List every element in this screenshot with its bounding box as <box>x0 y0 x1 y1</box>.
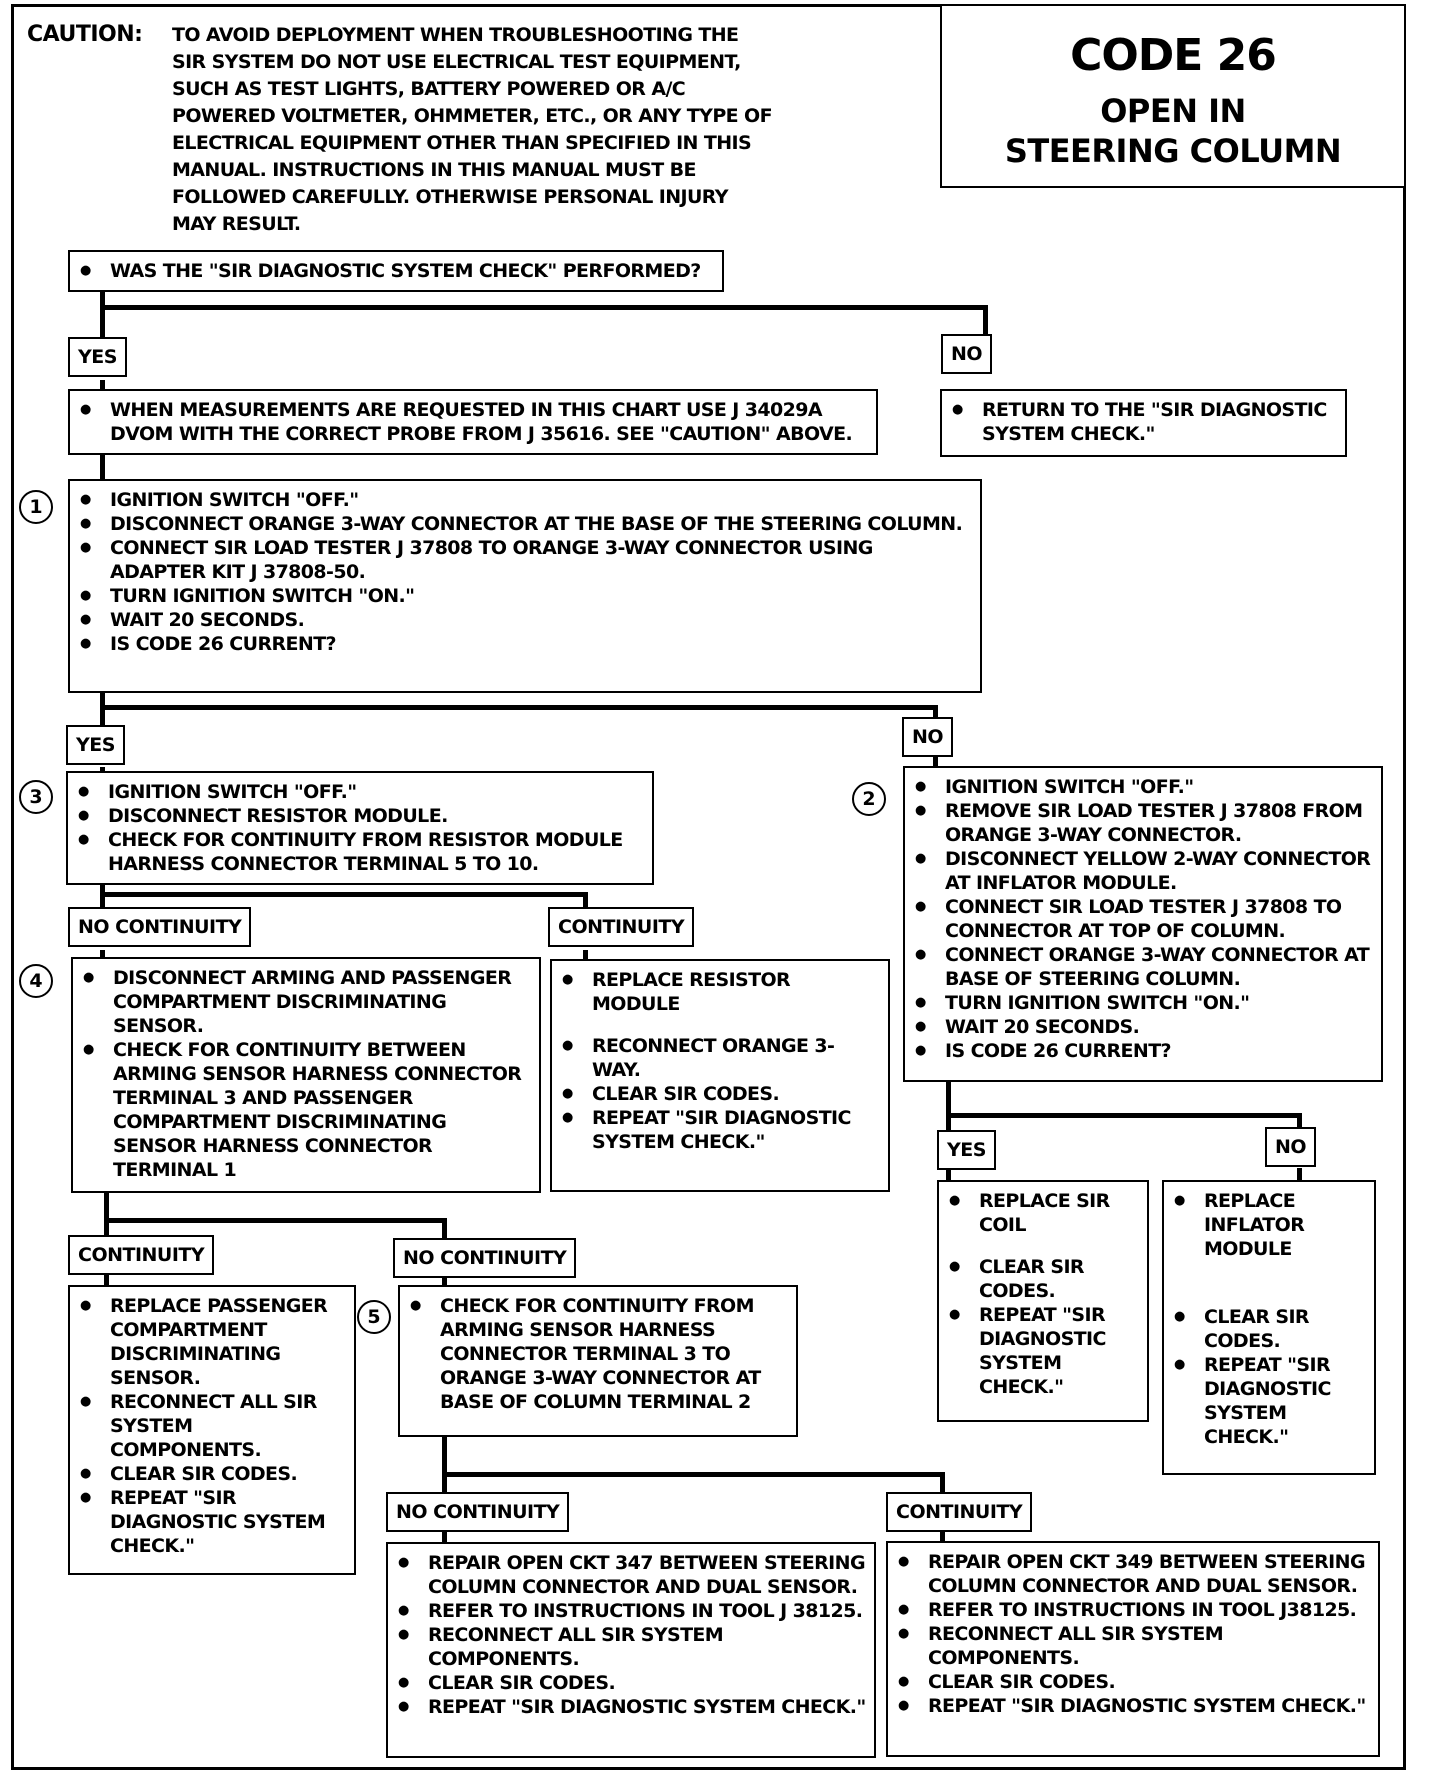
step-item: ● DISCONNECT RESISTOR MODULE. <box>78 804 644 828</box>
step-item: ● IGNITION SWITCH "OFF." <box>915 775 1373 799</box>
step-item: ● CLEAR SIR CODES. <box>1174 1305 1366 1353</box>
subtitle <box>942 91 1404 171</box>
step-item: ● REPAIR OPEN CKT 347 BETWEEN STEERING COLUMN CONNECTOR AND DUAL SENSOR. <box>398 1551 866 1599</box>
step-number-5: 5 <box>357 1300 391 1334</box>
step-item: ● DISCONNECT ARMING AND PASSENGER COMPARTMENT DISCRIMINATING SENSOR. <box>83 966 531 1038</box>
connector-line <box>940 1472 945 1492</box>
connector-line <box>104 1193 109 1235</box>
step-item: ● CHECK FOR CONTINUITY BETWEEN ARMING SENSOR HARNESS CONNECTOR TERMINAL 3 AND PASSENGER COMPARTMENT DISCRIMINATING SENSOR HARNESS CONNECTOR TERMINAL 1 <box>83 1038 531 1182</box>
step-item: ● TURN IGNITION SWITCH "ON." <box>915 991 1373 1015</box>
step-item: ● CONNECT SIR LOAD TESTER J 37808 TO CONNECTOR AT TOP OF COLUMN. <box>915 895 1373 943</box>
step-item: ● REPLACE PASSENGER COMPARTMENT DISCRIMINATING SENSOR. <box>80 1294 346 1390</box>
replace-resistor-box <box>550 959 890 1192</box>
subtitle-line-2: STEERING COLUMN <box>1004 132 1342 170</box>
replace-inflator-box <box>1162 1180 1376 1475</box>
no-label: NO <box>1265 1127 1316 1167</box>
title-box <box>940 4 1406 188</box>
yes-label: YES <box>66 725 125 765</box>
replace-coil-box <box>937 1180 1149 1422</box>
step-item: ● REPLACE RESISTOR MODULE <box>562 968 880 1016</box>
step-item: ● TURN IGNITION SWITCH "ON." <box>80 584 972 608</box>
step-4-box <box>71 957 541 1193</box>
step-item: ● IS CODE 26 CURRENT? <box>80 632 972 656</box>
step-item: ● CLEAR SIR CODES. <box>80 1462 346 1486</box>
connector-line <box>100 693 105 728</box>
continuity-label: CONTINUITY <box>68 1235 214 1275</box>
connector-line <box>104 1218 447 1223</box>
step-number-2: 2 <box>852 782 886 816</box>
connector-line <box>442 1218 447 1238</box>
step-5-box <box>398 1285 798 1437</box>
step-item: ● IGNITION SWITCH "OFF." <box>78 780 644 804</box>
connector-line <box>442 1437 447 1492</box>
step-item: ● RECONNECT ALL SIR SYSTEM COMPONENTS. <box>80 1390 346 1462</box>
step-item: ● REMOVE SIR LOAD TESTER J 37808 FROM ORANGE 3-WAY CONNECTOR. <box>915 799 1373 847</box>
step-number-3: 3 <box>19 780 53 814</box>
step-item: ● CLEAR SIR CODES. <box>949 1255 1139 1303</box>
step-item: ● REPLACE SIR COIL <box>949 1189 1139 1237</box>
step-item: ● REPEAT "SIR DIAGNOSTIC SYSTEM CHECK." <box>562 1106 880 1154</box>
step-item: ● WAS THE "SIR DIAGNOSTIC SYSTEM CHECK" PERFORMED? <box>80 259 714 283</box>
step-item: ● RETURN TO THE "SIR DIAGNOSTIC SYSTEM CHECK." <box>952 398 1337 446</box>
no-label: NO <box>902 717 953 757</box>
step-item: ● CONNECT SIR LOAD TESTER J 37808 TO ORANGE 3-WAY CONNECTOR USING ADAPTER KIT J 37808-50. <box>80 536 972 584</box>
connector-line <box>100 705 938 710</box>
step-item: ● REPEAT "SIR DIAGNOSTIC SYSTEM CHECK." <box>398 1695 866 1719</box>
step-item: ● WHEN MEASUREMENTS ARE REQUESTED IN THIS CHART USE J 34029A DVOM WITH THE CORRECT PROBE FROM J 35616. SEE "CAUTION" ABOVE. <box>80 398 868 446</box>
step-item: ● IS CODE 26 CURRENT? <box>915 1039 1373 1063</box>
connector-line <box>100 305 988 310</box>
step-item: ● CLEAR SIR CODES. <box>898 1670 1370 1694</box>
step-item: ● REPEAT "SIR DIAGNOSTIC SYSTEM CHECK." <box>1174 1353 1366 1449</box>
step-item: ● CLEAR SIR CODES. <box>562 1082 880 1106</box>
connector-line <box>442 1472 945 1477</box>
return-check-box <box>940 389 1347 457</box>
connector-line <box>946 1082 951 1130</box>
step-item: ● RECONNECT ALL SIR SYSTEM COMPONENTS. <box>898 1622 1370 1670</box>
start-question-box <box>68 250 724 292</box>
connector-line <box>100 455 105 482</box>
step-item: ● IGNITION SWITCH "OFF." <box>80 488 972 512</box>
repair-ckt-347-box <box>386 1542 876 1758</box>
step-item: ● REPLACE INFLATOR MODULE <box>1174 1189 1366 1261</box>
step-number-4: 4 <box>19 964 53 998</box>
step-item: ● CONNECT ORANGE 3-WAY CONNECTOR AT BASE OF STEERING COLUMN. <box>915 943 1373 991</box>
step-item: ● WAIT 20 SECONDS. <box>915 1015 1373 1039</box>
step-item: ● REPEAT "SIR DIAGNOSTIC SYSTEM CHECK." <box>898 1694 1370 1718</box>
no-continuity-label: NO CONTINUITY <box>393 1238 576 1278</box>
replace-passenger-sensor-box <box>68 1285 356 1575</box>
yes-label: YES <box>68 337 127 377</box>
step-item: ● DISCONNECT ORANGE 3-WAY CONNECTOR AT THE BASE OF THE STEERING COLUMN. <box>80 512 972 536</box>
step-item: ● CHECK FOR CONTINUITY FROM ARMING SENSOR HARNESS CONNECTOR TERMINAL 3 TO ORANGE 3-WAY CONNECTOR AT BASE OF COLUMN TERMINAL 2 <box>410 1294 788 1414</box>
continuity-label: CONTINUITY <box>886 1492 1032 1532</box>
step-number-1: 1 <box>19 490 53 524</box>
step-item: ● REFER TO INSTRUCTIONS IN TOOL J38125. <box>898 1598 1370 1622</box>
continuity-label: CONTINUITY <box>548 907 694 947</box>
step-item: ● CHECK FOR CONTINUITY FROM RESISTOR MODULE HARNESS CONNECTOR TERMINAL 5 TO 10. <box>78 828 644 876</box>
yes-label: YES <box>937 1130 996 1170</box>
step-item: ● RECONNECT ALL SIR SYSTEM COMPONENTS. <box>398 1623 866 1671</box>
connector-line <box>946 1113 1302 1118</box>
no-continuity-label: NO CONTINUITY <box>68 907 251 947</box>
caution-text: TO AVOID DEPLOYMENT WHEN TROUBLESHOOTING THE SIR SYSTEM DO NOT USE ELECTRICAL TEST EQUIPMENT, SUCH AS TEST LIGHTS, BATTERY POWERED OR A/C POWERED VOLTMETER, OHMMETER, ETC., OR ANY TYPE OF ELECTRICAL EQUIPMENT OTHER THAN SPECIFIED IN THIS MANUAL. INSTRUCTIONS IN THIS MANUAL MUST BE FOLLOWED CAREFULLY. OTHERWISE PERSONAL INJURY MAY RESULT. <box>172 24 772 235</box>
measurement-note-box <box>68 389 878 455</box>
step-item: ● DISCONNECT YELLOW 2-WAY CONNECTOR AT INFLATOR MODULE. <box>915 847 1373 895</box>
step-item: ● REFER TO INSTRUCTIONS IN TOOL J 38125. <box>398 1599 866 1623</box>
step-item: ● WAIT 20 SECONDS. <box>80 608 972 632</box>
step-1-box <box>68 479 982 693</box>
step-2-box <box>903 766 1383 1082</box>
no-label: NO <box>941 334 992 374</box>
code-title: CODE 26 <box>1070 30 1276 81</box>
caution-label: CAUTION: <box>27 22 143 47</box>
step-item: ● REPEAT "SIR DIAGNOSTIC SYSTEM CHECK." <box>80 1486 346 1558</box>
step-item: ● RECONNECT ORANGE 3-WAY. <box>562 1034 880 1082</box>
step-item: ● CLEAR SIR CODES. <box>398 1671 866 1695</box>
connector-line <box>100 892 588 897</box>
step-item: ● REPEAT "SIR DIAGNOSTIC SYSTEM CHECK." <box>949 1303 1139 1399</box>
repair-ckt-349-box <box>886 1541 1380 1757</box>
subtitle-line-1: OPEN IN <box>1100 92 1246 130</box>
step-item: ● REPAIR OPEN CKT 349 BETWEEN STEERING COLUMN CONNECTOR AND DUAL SENSOR. <box>898 1550 1370 1598</box>
step-3-box <box>66 771 654 885</box>
no-continuity-label: NO CONTINUITY <box>386 1492 569 1532</box>
connector-line <box>100 288 105 340</box>
